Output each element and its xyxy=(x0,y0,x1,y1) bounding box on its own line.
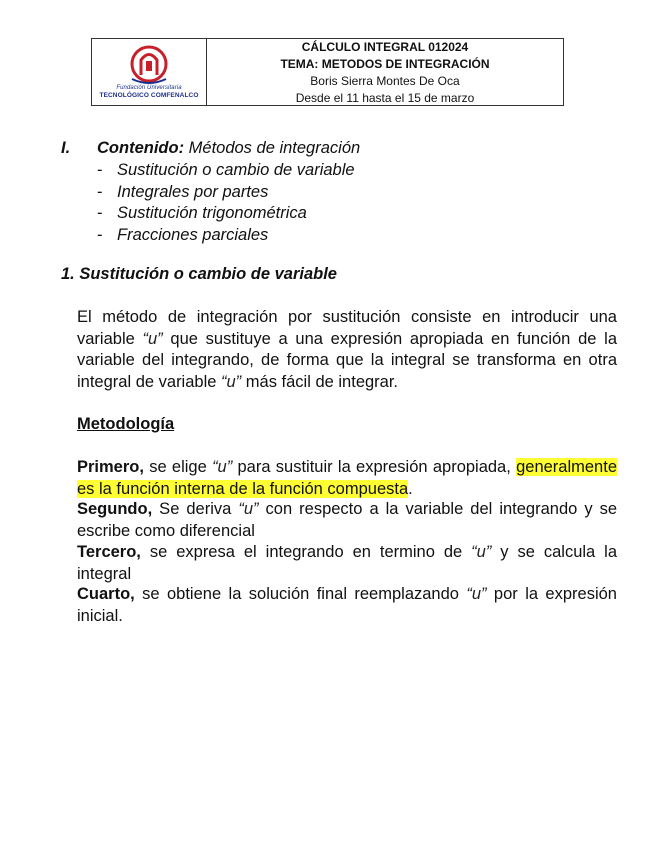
date-range: Desde el 11 hasta el 15 de marzo xyxy=(295,91,475,105)
intro-paragraph: El método de integración por sustitución consiste en introducir una variable “u” que sustituye a una expresión apropiada en función de la variable del integrando, de forma que la integral se transforma en otra integral de variable “u” más fácil de integrar. xyxy=(77,308,617,391)
logo-line-2: TECNOLÓGICO COMFENALCO xyxy=(99,92,199,99)
content-heading xyxy=(97,139,360,158)
methodology-title: Metodología xyxy=(77,415,175,433)
step-first: Primero, se elige “u” para sustituir la expresión apropiada, generalmente es la función interna de la función compuesta. xyxy=(77,458,617,498)
comfenalco-logo-icon xyxy=(124,43,174,85)
subsection-heading: 1. Sustitución o cambio de variable xyxy=(61,265,337,283)
list-item: - Fracciones parciales xyxy=(97,225,269,244)
institution-logo xyxy=(92,39,207,105)
content-label: Contenido: xyxy=(97,139,185,157)
header-info xyxy=(207,39,563,105)
content-list xyxy=(97,160,355,246)
teacher-name: Boris Sierra Montes De Oca xyxy=(310,74,460,88)
logo-line-1: Fundación Universitaria xyxy=(116,85,182,91)
document-header xyxy=(91,38,564,106)
step-second: Segundo, Se deriva “u” con respecto a la variable del integrando y se escribe como diferencial xyxy=(77,500,618,540)
content-title: Métodos de integración xyxy=(184,139,361,157)
section-numeral: I. xyxy=(61,139,71,157)
highlighted-text: generalmente es la función interna de la función compuesta xyxy=(77,458,617,498)
step-fourth: Cuarto, se obtiene la solución final reemplazando “u” por la expresión inicial. xyxy=(77,585,617,625)
step-third: Tercero, se expresa el integrando en termino de “u” y se calcula la integral xyxy=(77,543,617,583)
topic-title: TEMA: METODOS DE INTEGRACIÓN xyxy=(280,57,490,71)
list-item: - Sustitución o cambio de variable xyxy=(97,161,355,179)
list-item: - Sustitución trigonométrica xyxy=(97,204,307,222)
course-title: CÁLCULO INTEGRAL 012024 xyxy=(301,40,469,54)
list-item: - Integrales por partes xyxy=(97,182,269,201)
